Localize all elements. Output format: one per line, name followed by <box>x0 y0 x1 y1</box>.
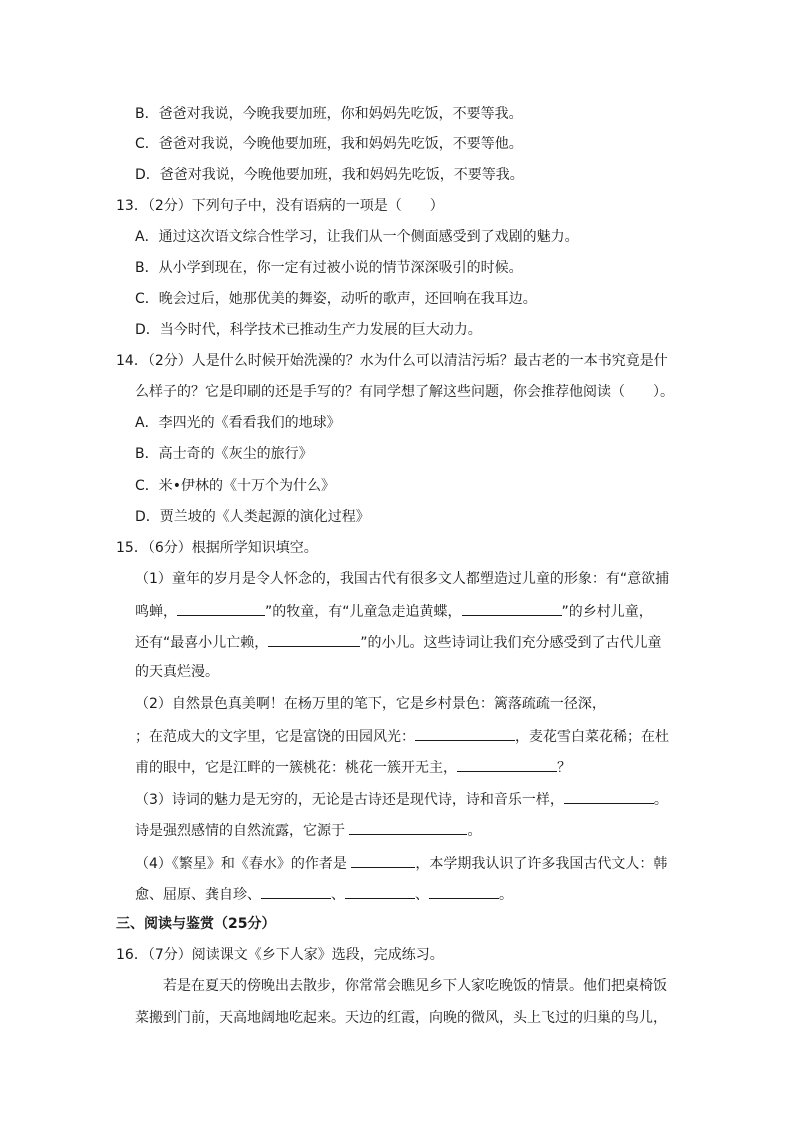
q15-part1-line2 <box>135 600 653 622</box>
text: ”的乡村儿童， <box>561 604 653 620</box>
answer-blank[interactable] <box>349 819 467 835</box>
answer-blank[interactable] <box>351 852 415 868</box>
text: 。 <box>467 823 482 839</box>
answer-blank[interactable] <box>268 631 360 647</box>
text: 愈、屈原、龚自珍、 <box>135 887 261 903</box>
answer-blank[interactable] <box>564 788 654 804</box>
q15-part3-line1 <box>135 788 668 810</box>
q13-option-d: D．当今时代，科学技术已推动生产力发展的巨大动力。 <box>135 322 482 338</box>
text: 、 <box>415 887 429 903</box>
text: 诗是强烈感情的自然流露，它源于 <box>135 823 350 839</box>
answer-blank[interactable] <box>345 883 415 899</box>
q13-option-b: B．从小学到现在，你一定有过被小说的情节深深吸引的时候。 <box>135 260 523 276</box>
q14-option-c: C．米•伊林的《十万个为什么》 <box>135 478 336 494</box>
q12-option-c: C．爸爸对我说，今晚他要加班，我和妈妈先吃饭，不要等他。 <box>135 136 523 152</box>
q15-part1-line3 <box>135 631 662 653</box>
text: ”的小儿。这些诗词让我们充分感受到了古代儿童 <box>360 635 662 651</box>
q14-stem-line1: 14．（2分）人是什么时候开始洗澡的？水为什么可以清洁污垢？最古老的一本书究竟是什 <box>116 353 668 369</box>
q15-part2-line1: （2）自然景色真美啊！在杨万里的笔下，它是乡村景色：篱落疏疏一径深， <box>135 696 606 712</box>
text: ”的牧童，有“儿童急走追黄蝶， <box>265 604 462 620</box>
q15-part1-line4: 的天真烂漫。 <box>135 664 219 680</box>
text: 还有“最喜小儿亡赖， <box>135 635 269 651</box>
q14-option-b: B．高士奇的《灰尘的旅行》 <box>135 446 313 462</box>
q15-part1-line1: （1）童年的岁月是令人怀念的，我国古代有很多文人都塑造过儿童的形象：有“意欲捕 <box>135 571 670 587</box>
text: ；在范成大的文字里，它是富饶的田园风光： <box>135 729 415 745</box>
answer-blank[interactable] <box>177 600 265 616</box>
answer-blank[interactable] <box>457 756 557 772</box>
q16-passage-line1: 若是在夏天的傍晚出去散步，你常常会瞧见乡下人家吃晚饭的情景。他们把桌椅饭 <box>163 978 667 994</box>
answer-blank[interactable] <box>429 883 499 899</box>
q15-part4-line1 <box>135 852 667 874</box>
q15-part4-line2 <box>135 883 513 905</box>
answer-blank[interactable] <box>261 883 331 899</box>
text: 、 <box>331 887 345 903</box>
q13-option-a: A．通过这次语文综合性学习，让我们从一个侧面感受到了戏剧的魅力。 <box>135 229 579 245</box>
q15-part2-line2 <box>135 725 669 747</box>
q15-part2-line3 <box>135 756 571 778</box>
text: ，本学期我认识了许多我国古代文人：韩 <box>415 856 668 872</box>
answer-blank[interactable] <box>462 600 562 616</box>
q13-option-c: C．晚会过后，她那优美的舞姿，动听的歌声，还回响在我耳边。 <box>135 291 537 307</box>
text: 甫的眼中，它是江畔的一簇桃花：桃花一簇开无主， <box>135 760 457 776</box>
section-3-heading: 三、阅读与鉴赏（25分） <box>116 916 276 932</box>
text: （3）诗词的魅力是无穷的，无论是古诗还是现代诗，诗和音乐一样， <box>135 792 564 808</box>
q16-passage-line2: 菜搬到门前，天高地阔地吃起来。天边的红霞，向晚的微风，头上飞过的归巢的鸟儿， <box>135 1010 667 1026</box>
text: 。 <box>499 887 513 903</box>
q13-stem: 13．（2分）下列句子中，没有语病的一项是（ ） <box>116 198 444 214</box>
text: 。 <box>653 792 668 808</box>
q16-stem: 16．（7分）阅读课文《乡下人家》选段，完成练习。 <box>116 947 444 963</box>
text: ，麦花雪白菜花稀；在杜 <box>515 729 669 745</box>
q14-option-a: A．李四光的《看看我们的地球》 <box>135 415 341 431</box>
q12-option-d: D．爸爸对我说，今晚他要加班，我和妈妈先吃饭，不要等我。 <box>135 167 524 183</box>
text: ？ <box>557 760 571 776</box>
answer-blank[interactable] <box>415 725 515 741</box>
q12-option-b: B．爸爸对我说，今晚我要加班，你和妈妈先吃饭，不要等我。 <box>135 106 523 122</box>
text: 鸣蝉， <box>135 604 177 620</box>
q14-option-d: D．贾兰坡的《人类起源的演化过程》 <box>135 509 370 525</box>
q15-stem: 15．（6分）根据所学知识填空。 <box>116 540 318 556</box>
q14-stem-line2: 么样子的？它是印刷的还是手写的？有同学想了解这些问题，你会推荐他阅读（ ）。 <box>135 384 674 400</box>
text: （4）《繁星》和《春水》的作者是 <box>135 856 352 872</box>
q15-part3-line2 <box>135 819 481 841</box>
